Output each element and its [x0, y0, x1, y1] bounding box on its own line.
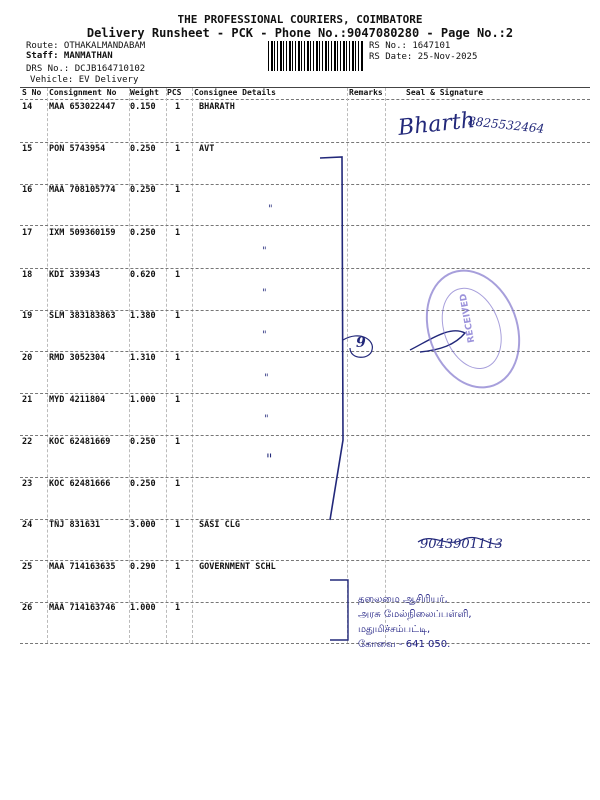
cell-sno: 18 — [22, 270, 33, 280]
route-text: Route: OTHAKALMANDABAM — [26, 41, 146, 51]
col-consignment: Consignment No — [49, 88, 117, 97]
cell-consignment: MYD 4211804 — [49, 395, 106, 405]
cell-sno: 17 — [22, 228, 33, 238]
col-consignee: Consignee Details — [194, 88, 276, 97]
cell-pcs: 1 — [175, 353, 181, 363]
cell-consignment: MAA 714163635 — [49, 562, 116, 572]
cell-weight: 3.000 — [130, 520, 156, 530]
cell-consignment: KOC 62481666 — [49, 479, 111, 489]
school-seal-line: கோவை - 641 050. — [358, 639, 451, 650]
cell-pcs: 1 — [175, 437, 181, 447]
cell-pcs: 1 — [175, 311, 181, 321]
school-seal-line: மதுமிச்சம்பட்டி, — [358, 624, 431, 635]
cell-sno: 25 — [22, 562, 33, 572]
cell-sno: 23 — [22, 479, 33, 489]
cell-pcs: 1 — [175, 144, 181, 154]
cell-consignment: PON 5743954 — [49, 144, 106, 154]
circled-count: 9 — [356, 335, 366, 351]
ditto-mark: " — [266, 452, 273, 468]
cell-consignee: BHARATH — [199, 102, 235, 112]
cell-consignment: RMD 3052304 — [49, 353, 106, 363]
ditto-mark: " — [264, 414, 269, 425]
ditto-mark: " — [262, 330, 267, 341]
rs-number: RS No.: 1647101 — [369, 41, 451, 51]
cell-sno: 22 — [22, 437, 33, 447]
cell-sno: 24 — [22, 520, 33, 530]
handwritten-phone: 9043901113 — [420, 537, 503, 552]
school-seal-line: அரசு மேல்நிலைப்பள்ளி, — [358, 609, 472, 620]
cell-consignment: IXM 509360159 — [49, 228, 116, 238]
col-sno: S No — [22, 88, 42, 97]
cell-pcs: 1 — [175, 562, 181, 572]
cell-sno: 16 — [22, 185, 33, 195]
cell-consignee: AVT — [199, 144, 215, 154]
col-weight: Weight — [130, 88, 159, 97]
signature-bharath: Bharth — [396, 108, 477, 141]
bracket-line — [320, 157, 343, 520]
stamp-text: RECEIVED — [458, 292, 478, 344]
cell-weight: 0.150 — [130, 102, 156, 112]
cell-consignee: SASI CLG — [199, 520, 240, 530]
cell-sno: 20 — [22, 353, 33, 363]
cell-pcs: 1 — [175, 479, 181, 489]
cell-weight: 0.290 — [130, 562, 156, 572]
cell-pcs: 1 — [175, 102, 181, 112]
cell-pcs: 1 — [175, 270, 181, 280]
cell-weight: 0.250 — [130, 228, 156, 238]
cell-consignment: MAA 653022447 — [49, 102, 116, 112]
cell-consignee: GOVERNMENT SCHL — [199, 562, 276, 572]
cell-sno: 19 — [22, 311, 33, 321]
cell-sno: 21 — [22, 395, 33, 405]
cell-consignment: MAA 714163746 — [49, 603, 116, 613]
rs-date: RS Date: 25-Nov-2025 — [369, 52, 478, 62]
col-remarks: Remarks — [349, 88, 383, 97]
cell-sno: 14 — [22, 102, 33, 112]
cell-weight: 0.250 — [130, 144, 156, 154]
cell-sno: 15 — [22, 144, 33, 154]
col-seal: Seal & Signature — [406, 88, 484, 97]
col-pcs: PCS — [167, 88, 182, 97]
bracket-line — [330, 580, 348, 640]
cell-pcs: 1 — [175, 520, 181, 530]
ditto-mark: " — [262, 246, 267, 257]
cell-pcs: 1 — [175, 395, 181, 405]
drs-number: DRS No.: DCJB164710102 — [26, 64, 146, 74]
staff-text: Staff: MANMATHAN — [26, 51, 113, 61]
runsheet-title: Delivery Runsheet - PCK - Phone No.:9047080280 - Page No.:2 — [86, 26, 514, 40]
cell-weight: 0.620 — [130, 270, 156, 280]
cell-pcs: 1 — [175, 603, 181, 613]
cell-weight: 0.250 — [130, 479, 156, 489]
handwritten-phone: 8825532464 — [467, 114, 545, 136]
cell-weight: 1.380 — [130, 311, 156, 321]
ditto-mark: " — [268, 204, 273, 215]
cell-sno: 26 — [22, 603, 33, 613]
cell-consignment: MAA 708105774 — [49, 185, 116, 195]
cell-consignment: SLM 383183863 — [49, 311, 116, 321]
cell-consignment: TNJ 831631 — [49, 520, 101, 530]
cell-weight: 0.250 — [130, 437, 156, 447]
cell-weight: 1.310 — [130, 353, 156, 363]
cell-consignment: KDI 339343 — [49, 270, 101, 280]
cell-pcs: 1 — [175, 228, 181, 238]
cell-weight: 0.250 — [130, 185, 156, 195]
vehicle-text: Vehicle: EV Delivery — [30, 75, 139, 85]
ditto-mark: " — [262, 288, 267, 299]
cell-consignment: KOC 62481669 — [49, 437, 111, 447]
company-title: THE PROFESSIONAL COURIERS, COIMBATORE — [177, 13, 423, 26]
cell-weight: 1.000 — [130, 395, 156, 405]
school-seal-line: தலைமை ஆசிரியர், — [358, 594, 448, 605]
cell-weight: 1.000 — [130, 603, 156, 613]
ditto-mark: " — [264, 373, 269, 384]
cell-pcs: 1 — [175, 185, 181, 195]
